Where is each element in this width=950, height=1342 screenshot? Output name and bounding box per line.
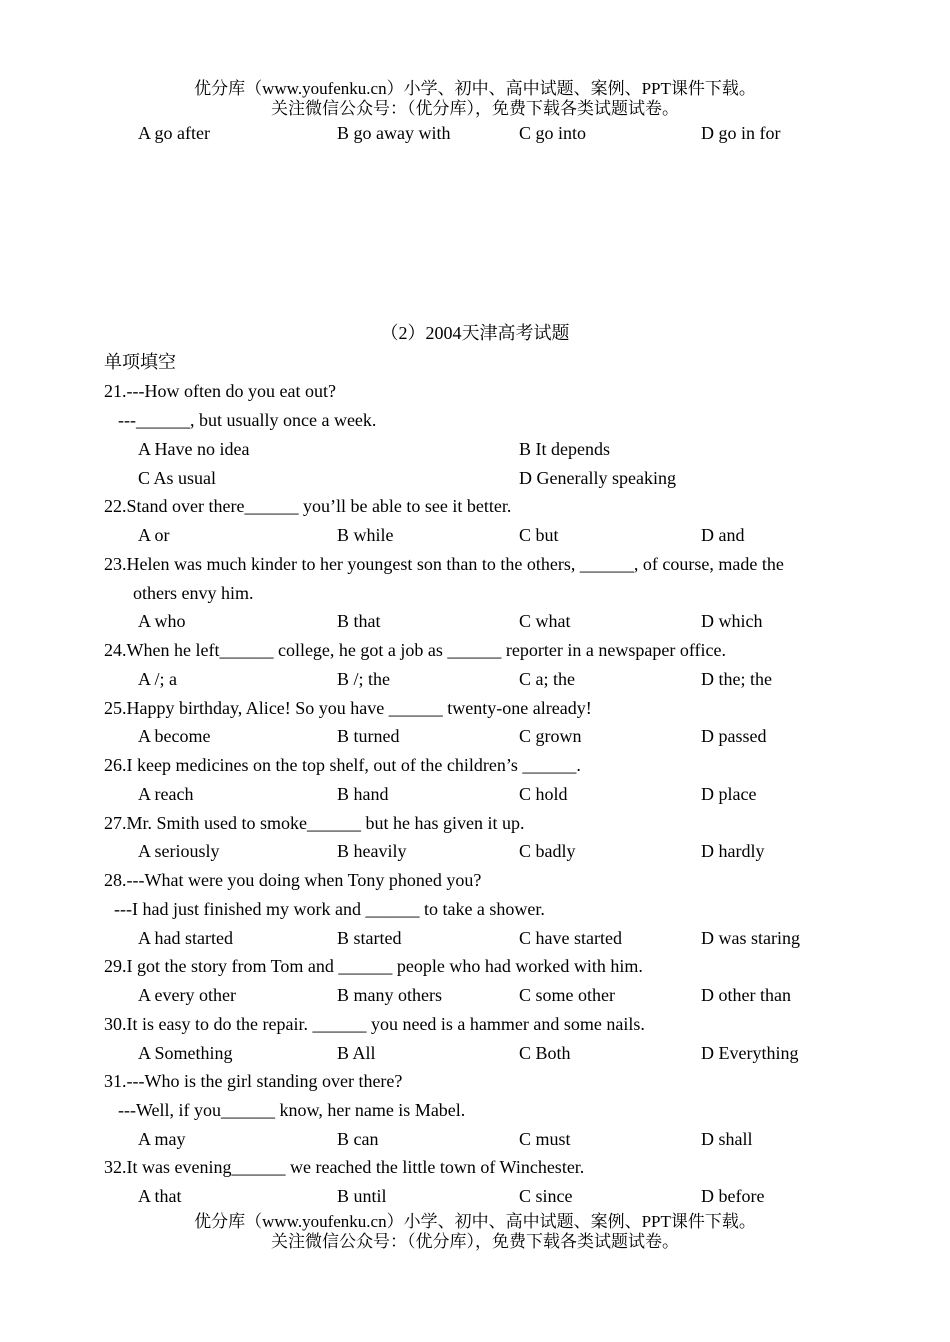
- question-24-option-c: C a; the: [519, 669, 575, 689]
- question-27-option-c: C badly: [519, 841, 576, 861]
- question-23-stem-continued: others envy him.: [133, 583, 254, 603]
- question-26-option-b: B hand: [337, 784, 389, 804]
- question-31-option-d: D shall: [701, 1129, 753, 1149]
- question-28-option-b: B started: [337, 928, 402, 948]
- option-b: B go away with: [337, 123, 451, 143]
- question-32-option-a: A that: [138, 1186, 182, 1206]
- question-27-option-d: D hardly: [701, 841, 765, 861]
- question-27-option-a: A seriously: [138, 841, 220, 861]
- footer-line-2: 关注微信公众号：（优分库），免费下载各类试题试卷。: [271, 1232, 679, 1251]
- question-32-option-c: C since: [519, 1186, 573, 1206]
- question-26-option-a: A reach: [138, 784, 194, 804]
- question-22-stem: 22.Stand over there______ you’ll be able to see it better.: [104, 496, 512, 516]
- question-28-option-d: D was staring: [701, 928, 800, 948]
- question-31-reply: ---Well, if you______ know, her name is Mabel.: [118, 1100, 466, 1120]
- question-21-option-b: B It depends: [519, 439, 610, 459]
- question-23-stem: 23.Helen was much kinder to her youngest son than to the others, ______, of course, made the: [104, 554, 784, 574]
- question-23-option-b: B that: [337, 611, 381, 631]
- question-31-option-a: A may: [138, 1129, 186, 1149]
- question-22-option-c: C but: [519, 525, 559, 545]
- option-a: A go after: [138, 123, 210, 143]
- question-27-option-b: B heavily: [337, 841, 407, 861]
- option-d: D go in for: [701, 123, 781, 143]
- question-21-option-d: D Generally speaking: [519, 468, 676, 488]
- question-31-option-c: C must: [519, 1129, 571, 1149]
- question-29-option-c: C some other: [519, 985, 615, 1005]
- question-26-option-d: D place: [701, 784, 757, 804]
- footer-line-1: 优分库（www.youfenku.cn）小学、初中、高中试题、案例、PPT课件下载。: [194, 1212, 756, 1231]
- question-24-option-d: D the; the: [701, 669, 772, 689]
- question-22-option-a: A or: [138, 525, 170, 545]
- header-line-1: 优分库（www.youfenku.cn）小学、初中、高中试题、案例、PPT课件下载。: [194, 79, 756, 98]
- question-26-option-c: C hold: [519, 784, 568, 804]
- question-29-option-b: B many others: [337, 985, 442, 1005]
- question-25-option-d: D passed: [701, 726, 767, 746]
- question-24-option-b: B /; the: [337, 669, 390, 689]
- question-32-stem: 32.It was evening______ we reached the little town of Winchester.: [104, 1157, 585, 1177]
- question-30-option-a: A Something: [138, 1043, 233, 1063]
- question-31-stem: 31.---Who is the girl standing over there?: [104, 1071, 403, 1091]
- question-21-reply: ---______, but usually once a week.: [118, 410, 377, 430]
- question-21-stem: 21.---How often do you eat out?: [104, 381, 336, 401]
- question-32-option-b: B until: [337, 1186, 387, 1206]
- header-line-2: 关注微信公众号：（优分库），免费下载各类试题试卷。: [271, 99, 679, 118]
- question-25-option-b: B turned: [337, 726, 400, 746]
- question-25-option-c: C grown: [519, 726, 582, 746]
- question-22-option-b: B while: [337, 525, 394, 545]
- question-30-option-b: B All: [337, 1043, 376, 1063]
- question-24-stem: 24.When he left______ college, he got a job as ______ reporter in a newspaper office.: [104, 640, 726, 660]
- question-23-option-c: C what: [519, 611, 571, 631]
- question-30-option-c: C Both: [519, 1043, 571, 1063]
- option-c: C go into: [519, 123, 587, 143]
- question-32-option-d: D before: [701, 1186, 765, 1206]
- question-27-stem: 27.Mr. Smith used to smoke______ but he has given it up.: [104, 813, 525, 833]
- question-28-option-c: C have started: [519, 928, 622, 948]
- question-24-option-a: A /; a: [138, 669, 177, 689]
- question-30-stem: 30.It is easy to do the repair. ______ you need is a hammer and some nails.: [104, 1014, 645, 1034]
- question-22-option-d: D and: [701, 525, 745, 545]
- question-29-option-a: A every other: [138, 985, 236, 1005]
- section-label: 单项填空: [104, 352, 176, 372]
- question-21-option-a: A Have no idea: [138, 439, 250, 459]
- question-29-option-d: D other than: [701, 985, 791, 1005]
- question-30-option-d: D Everything: [701, 1043, 799, 1063]
- question-23-option-a: A who: [138, 611, 186, 631]
- section-title: （2）2004天津高考试题: [380, 323, 570, 343]
- question-28-reply: ---I had just finished my work and ______ to take a shower.: [114, 899, 545, 919]
- question-31-option-b: B can: [337, 1129, 379, 1149]
- question-28-option-a: A had started: [138, 928, 233, 948]
- question-25-stem: 25.Happy birthday, Alice! So you have ______ twenty-one already!: [104, 698, 592, 718]
- question-25-option-a: A become: [138, 726, 211, 746]
- question-28-stem: 28.---What were you doing when Tony phoned you?: [104, 870, 482, 890]
- question-23-option-d: D which: [701, 611, 763, 631]
- question-29-stem: 29.I got the story from Tom and ______ people who had worked with him.: [104, 956, 643, 976]
- question-26-stem: 26.I keep medicines on the top shelf, out of the children’s ______.: [104, 755, 581, 775]
- question-21-option-c: C As usual: [138, 468, 217, 488]
